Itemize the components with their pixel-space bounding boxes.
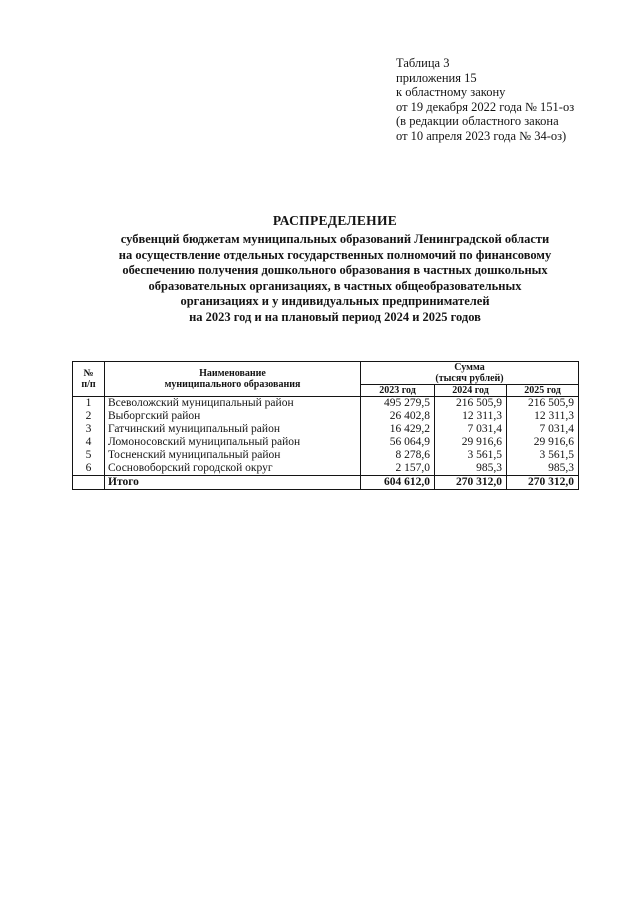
row-municipality: Тосненский муниципальный район xyxy=(105,449,361,462)
total-label: Итого xyxy=(105,476,361,490)
appendix-reference xyxy=(396,56,626,143)
row-number: 4 xyxy=(73,436,105,449)
document-title: РАСПРЕДЕЛЕНИЕ xyxy=(272,213,398,228)
appendix-line: приложения 15 xyxy=(396,70,477,85)
table-row xyxy=(73,410,579,423)
row-value-2023: 495 279,5 xyxy=(361,397,435,411)
table-row xyxy=(73,462,579,476)
row-value-2023: 16 429,2 xyxy=(361,423,435,436)
appendix-line: к областному закону xyxy=(396,85,506,99)
subtitle-line: организациях и у индивидуальных предпринимателей xyxy=(180,294,490,308)
row-number: 5 xyxy=(73,449,105,462)
subtitle-line: обеспечению получения дошкольного образования в частных дошкольных xyxy=(122,263,548,277)
table-row xyxy=(73,423,579,436)
row-number: 3 xyxy=(73,423,105,436)
header-municipality-name: Наименование муниципального образования xyxy=(105,362,361,397)
row-value-2025: 216 505,9 xyxy=(507,397,579,411)
appendix-line: от 19 декабря 2022 года № 151-оз xyxy=(396,99,575,114)
row-number: 2 xyxy=(73,410,105,423)
subtitle-line: на осуществление отдельных государственных полномочий по финансовому xyxy=(118,247,552,262)
row-value-2024: 7 031,4 xyxy=(435,423,507,436)
distribution-table xyxy=(72,361,579,490)
document-title-block xyxy=(60,213,610,325)
row-value-2023: 26 402,8 xyxy=(361,410,435,423)
total-row xyxy=(73,476,579,490)
row-value-2023: 8 278,6 xyxy=(361,449,435,462)
appendix-line: (в редакции областного закона xyxy=(396,114,559,128)
row-value-2024: 12 311,3 xyxy=(435,410,507,423)
row-value-2025: 985,3 xyxy=(507,462,579,476)
subtitle-line: на 2023 год и на плановый период 2024 и 2025 годов xyxy=(189,309,481,324)
row-value-2024: 216 505,9 xyxy=(435,397,507,411)
row-value-2024: 985,3 xyxy=(435,462,507,476)
row-value-2024: 3 561,5 xyxy=(435,449,507,462)
header-sum: Сумма (тысяч рублей) xyxy=(361,362,579,385)
subtitle-line: субвенций бюджетам муниципальных образований Ленинградской области xyxy=(120,232,550,246)
appendix-line: от 10 апреля 2023 года № 34-оз) xyxy=(396,128,567,143)
row-value-2025: 7 031,4 xyxy=(507,423,579,436)
header-year-2024: 2024 год xyxy=(435,385,507,397)
row-municipality: Всеволожский муниципальный район xyxy=(105,397,361,411)
row-number: 1 xyxy=(73,397,105,411)
row-number: 6 xyxy=(73,462,105,476)
table-row xyxy=(73,436,579,449)
total-number-cell xyxy=(73,476,105,490)
row-value-2024: 29 916,6 xyxy=(435,436,507,449)
header-number: № п/п xyxy=(73,362,105,397)
row-municipality: Выборгский район xyxy=(105,410,361,423)
row-municipality: Гатчинский муниципальный район xyxy=(105,423,361,436)
row-municipality: Ломоносовский муниципальный район xyxy=(105,436,361,449)
total-value-2023: 604 612,0 xyxy=(361,476,435,490)
row-value-2023: 2 157,0 xyxy=(361,462,435,476)
subtitle-line: образовательных организациях, в частных общеобразовательных xyxy=(148,278,522,293)
row-value-2025: 12 311,3 xyxy=(507,410,579,423)
row-value-2025: 3 561,5 xyxy=(507,449,579,462)
row-value-2023: 56 064,9 xyxy=(361,436,435,449)
header-year-2025: 2025 год xyxy=(507,385,579,397)
table-row xyxy=(73,397,579,411)
row-municipality: Сосновоборский городской округ xyxy=(105,462,361,476)
header-year-2023: 2023 год xyxy=(361,385,435,397)
row-value-2025: 29 916,6 xyxy=(507,436,579,449)
total-value-2025: 270 312,0 xyxy=(507,476,579,490)
total-value-2024: 270 312,0 xyxy=(435,476,507,490)
table-row xyxy=(73,449,579,462)
appendix-line: Таблица 3 xyxy=(396,56,450,70)
